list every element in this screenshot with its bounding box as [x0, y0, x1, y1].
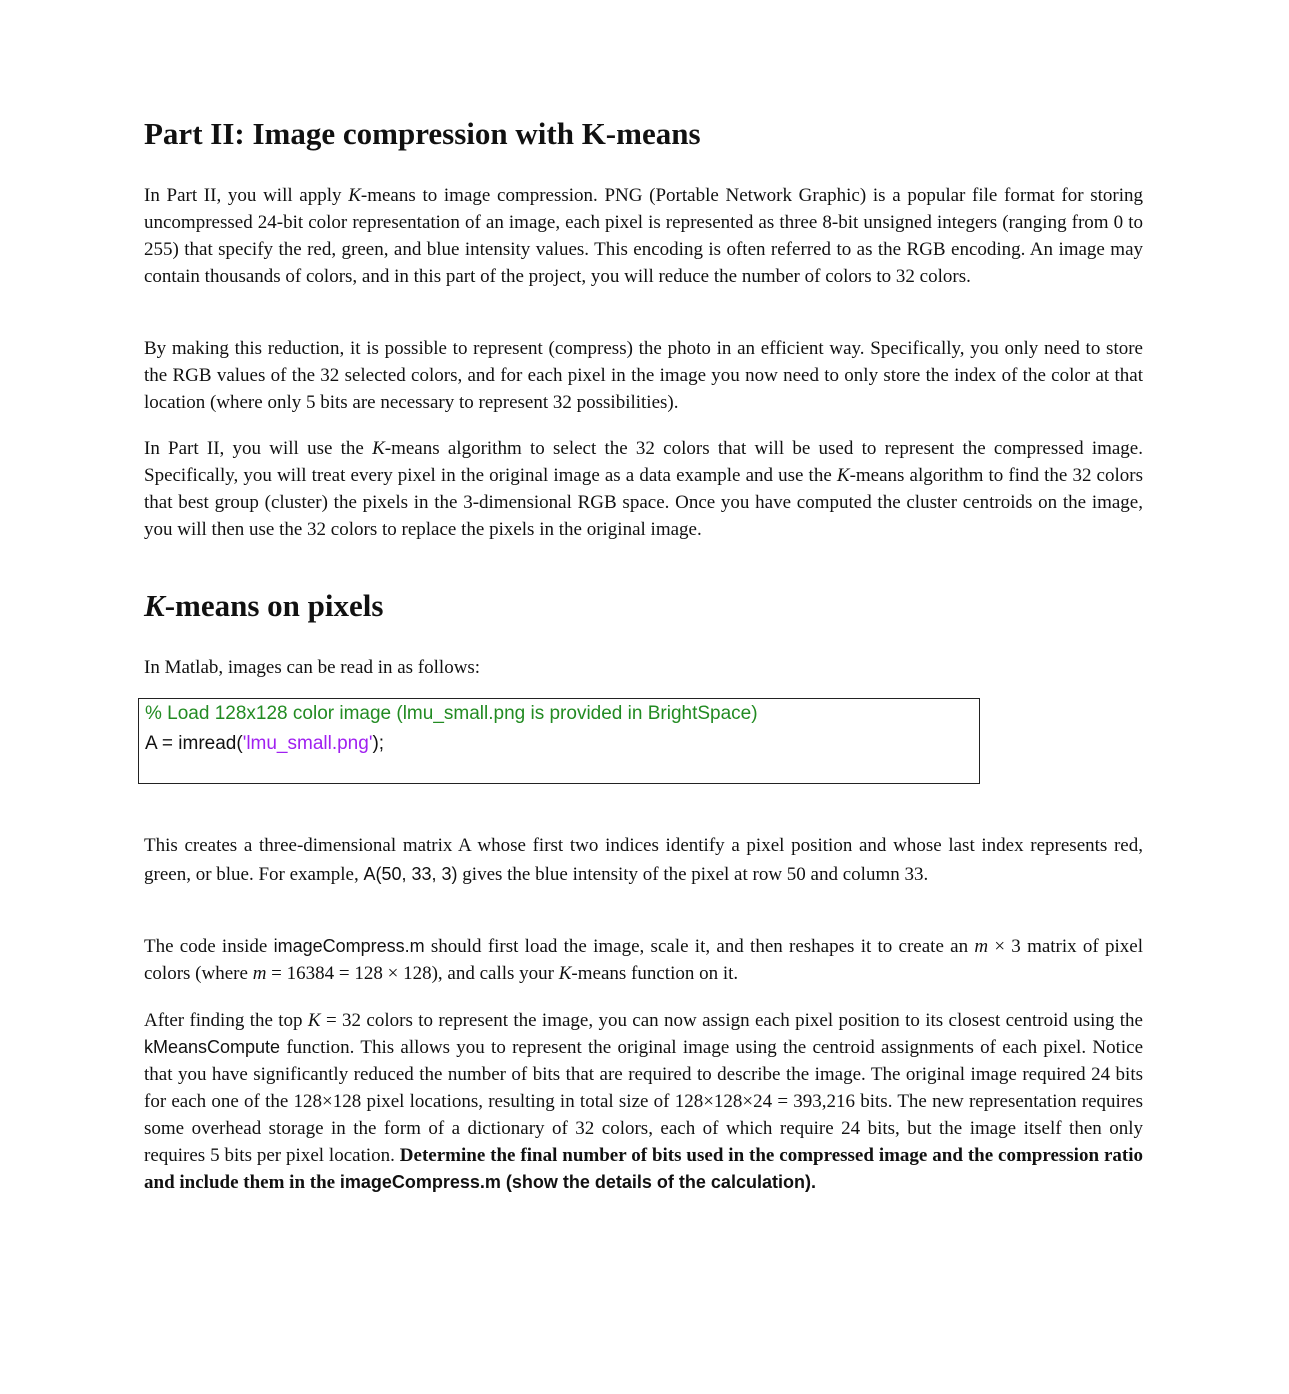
paragraph-intro	[144, 182, 1143, 290]
paragraph-matlab-intro: In Matlab, images can be read in as follows:	[144, 657, 481, 678]
paragraph-algorithm	[144, 435, 1143, 543]
text: After finding the top	[144, 1010, 308, 1031]
paragraph-compression	[144, 1007, 1143, 1196]
code-block	[138, 698, 980, 784]
k-symbol: K	[372, 438, 385, 459]
code-text: );	[372, 733, 385, 754]
paragraph-reshape	[144, 933, 1143, 987]
text: The code inside	[144, 936, 274, 957]
code-string: 'lmu_small.png'	[242, 733, 373, 754]
text: Determine the final number of bits used in the compressed image and the compression ratio and include them in the	[144, 1145, 1143, 1193]
inline-filename: imageCompress.m	[273, 936, 425, 956]
inline-filename: imageCompress.m	[339, 1172, 501, 1192]
k-symbol: K	[836, 465, 850, 486]
k-symbol: K	[307, 1010, 321, 1031]
text: In Part II, you will apply	[144, 185, 349, 206]
text: -means algorithm to find the 32 colors that best group (cluster) the pixels in the 3-dimensional RGB space. Once you have computed the cluster centroids on the image, you will then use the 32 colors to replace the pixels in the original image.	[144, 465, 1143, 540]
text: should first load the image, scale it, and then reshapes it to create an	[424, 936, 975, 957]
inline-function-name: kMeansCompute	[144, 1037, 281, 1057]
k-symbol: K	[144, 588, 165, 623]
text: (show the details of the calculation).	[500, 1172, 816, 1192]
subsection-title	[144, 588, 383, 624]
text: -means function on it.	[571, 963, 739, 984]
text: gives the blue intensity of the pixel at row 50 and column 33.	[457, 864, 929, 885]
text: This creates a three-dimensional matrix A whose first two indices identify a pixel position and whose last index represents red, green, or blue. For example,	[144, 835, 1143, 885]
m-symbol: m	[252, 963, 267, 984]
text: = 16384 = 128 × 128), and calls your	[266, 963, 559, 984]
text: In Part II, you will use the	[144, 438, 373, 459]
code-text: A = imread(	[145, 733, 243, 754]
text: = 32 colors to represent the image, you can now assign each pixel position to its closest centroid using the	[320, 1010, 1143, 1031]
paragraph-matrix	[144, 832, 1143, 889]
m-symbol: m	[974, 936, 989, 957]
text: × 3 matrix of pixel colors (where	[144, 936, 1144, 984]
code-line	[145, 729, 973, 759]
k-symbol: K	[558, 963, 572, 984]
text: function. This allows you to represent the original image using the centroid assignments of each pixel. Notice that you have significantly reduced the number of bits that are required to describe the image. The original image required 24 bits for each one of the 128×128 pixel locations, resulting in total size of 128×128×24 = 393,216 bits. The new representation requires some overhead storage in the form of a dictionary of 32 colors, each of which require 24 bits, but the image itself then only requires 5 bits per pixel location.	[144, 1037, 1143, 1166]
k-symbol: K	[348, 185, 361, 206]
code-comment: % Load 128x128 color image (lmu_small.png is provided in BrightSpace)	[145, 703, 758, 724]
paragraph-reduction: By making this reduction, it is possible to represent (compress) the photo in an efficient way. Specifically, you only need to store the RGB values of the 32 selected colors, and for each pixel in the image you now need to only store the index of the color at that location (where only 5 bits are necessary to represent 32 possibilities).	[144, 338, 1143, 413]
text: -means to image compression. PNG (Portable Network Graphic) is a popular file format for storing uncompressed 24-bit color representation of an image, each pixel is represented as three 8-bit unsigned integers (ranging from 0 to 255) that specify the red, green, and blue intensity values. This encoding is often referred to as the RGB encoding. An image may contain thousands of colors, and in this part of the project, you will reduce the number of colors to 32 colors.	[144, 185, 1143, 287]
text: -means on pixels	[164, 588, 384, 623]
inline-code: A(50, 33, 3)	[363, 864, 458, 884]
text: -means algorithm to select the 32 colors that will be used to represent the compressed image. Specifically, you will treat every pixel in the original image as a data example and use the	[144, 438, 1143, 486]
section-title: Part II: Image compression with K-means	[144, 116, 701, 151]
